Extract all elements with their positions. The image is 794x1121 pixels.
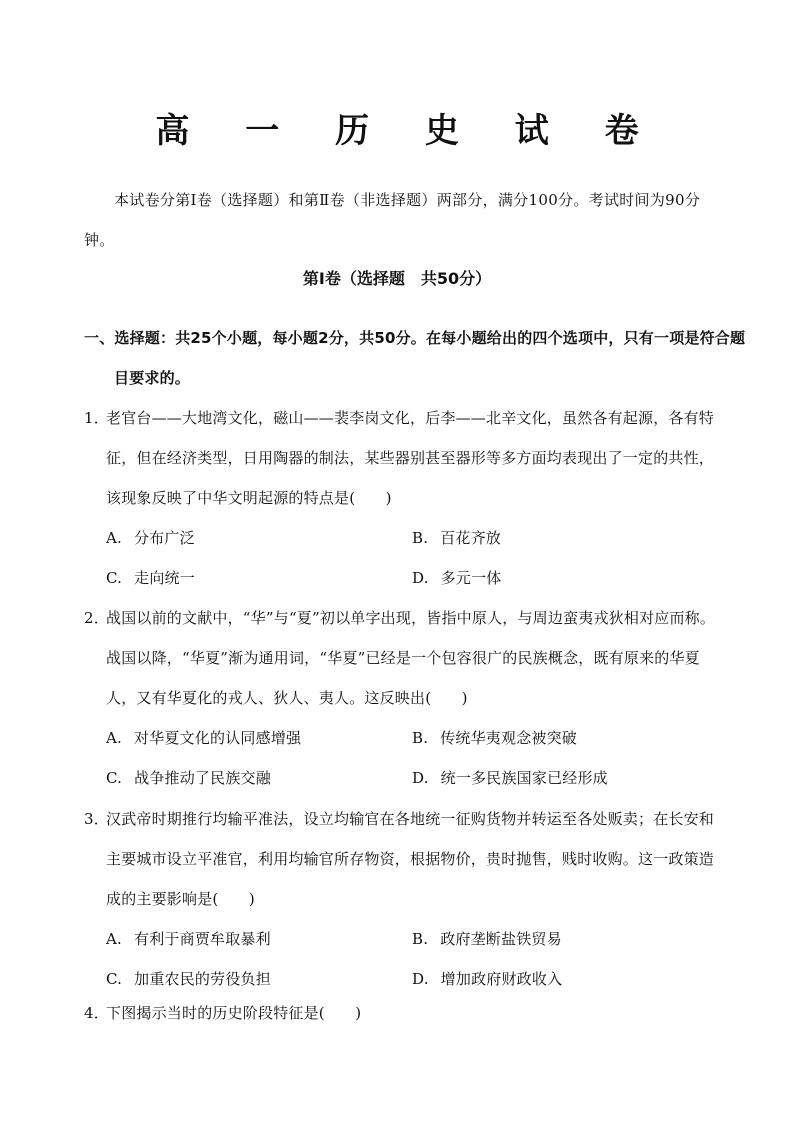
option-d[interactable] — [412, 758, 608, 798]
question-text: 汉武帝时期推行均输平准法，设立均输官在各地统一征购货物并转运至各处贩卖；在长安和主要城市设立平准官，利用均输官所存物资，根据物价，贵时抛售，贱时收购。这一政策造成的主要影响是( ) — [106, 810, 715, 908]
part-one-title: 第Ⅰ卷（选择题 共50分） — [302, 269, 492, 288]
option-row — [84, 718, 716, 758]
option-key: B. — [412, 529, 429, 547]
option-text: 有利于商贾牟取暴利 — [134, 930, 271, 948]
option-text: 政府垄断盐铁贸易 — [440, 930, 562, 948]
option-text: 增加政府财政收入 — [440, 970, 563, 988]
option-key: B. — [412, 930, 429, 948]
question-text: 老官台——大地湾文化，磁山——裴李岗文化，后李——北辛文化，虽然各有起源，各有特征，但在经济类型，日用陶器的制法，某些器别甚至器形等多方面均表现出了一定的共性，该现象反映了中华文明起源的特点是( ) — [106, 409, 715, 507]
option-key: D. — [412, 569, 429, 587]
option-text: 加重农民的劳役负担 — [134, 970, 271, 988]
question-number: 1． — [84, 409, 109, 427]
option-key: C. — [106, 769, 123, 787]
option-row — [84, 518, 716, 558]
section-heading: 一、选择题：共25个小题，每小题2分，共50分。在每小题给出的四个选项中，只有一项是符合题目要求的。 — [84, 329, 746, 387]
option-a[interactable] — [106, 718, 301, 758]
option-row — [84, 758, 716, 798]
option-key: B. — [412, 729, 429, 747]
option-b[interactable] — [412, 518, 501, 558]
option-key: C. — [106, 569, 123, 587]
question-stem — [84, 398, 716, 518]
question-stem — [84, 799, 716, 919]
option-a[interactable] — [106, 518, 195, 558]
option-row — [84, 558, 716, 598]
option-text: 多元一体 — [440, 569, 502, 587]
option-key: A. — [106, 930, 123, 948]
question-stem — [84, 993, 716, 1033]
question-4 — [84, 993, 716, 1033]
question-number: 4． — [84, 1004, 109, 1022]
option-text: 分布广泛 — [134, 529, 195, 547]
option-text: 战争推动了民族交融 — [134, 769, 271, 787]
question-3 — [84, 799, 716, 999]
option-row — [84, 919, 716, 959]
option-key: C. — [106, 970, 123, 988]
option-c[interactable] — [106, 758, 271, 798]
option-text: 传统华夷观念被突破 — [440, 729, 578, 747]
question-stem — [84, 598, 716, 718]
option-text: 走向统一 — [134, 569, 195, 587]
option-b[interactable] — [412, 919, 562, 959]
option-c[interactable] — [106, 558, 195, 598]
option-d[interactable] — [412, 558, 501, 598]
option-key: A. — [106, 529, 123, 547]
option-a[interactable] — [106, 919, 271, 959]
option-text: 百花齐放 — [440, 529, 502, 547]
question-text: 下图揭示当时的历史阶段特征是( ) — [106, 1004, 362, 1022]
question-number: 3． — [84, 810, 109, 828]
option-b[interactable] — [412, 718, 577, 758]
option-key: D. — [412, 769, 429, 787]
question-number: 2． — [84, 609, 109, 627]
exam-title: 高 一 历 史 试 卷 — [155, 111, 661, 151]
option-key: A. — [106, 729, 123, 747]
option-text: 对华夏文化的认同感增强 — [134, 729, 302, 747]
question-1 — [84, 398, 716, 598]
question-text: 战国以前的文献中，“华”与“夏”初以单字出现，皆指中原人，与周边蛮夷戎狄相对应而称。战国以降，“华夏”渐为通用词，“华夏”已经是一个包容很广的民族概念，既有原来的华夏人，又有华夏化的戎人、狄人、夷人。这反映出( ) — [106, 609, 716, 707]
option-text: 统一多民族国家已经形成 — [440, 769, 608, 787]
option-key: D. — [412, 970, 429, 988]
question-2 — [84, 598, 716, 798]
exam-intro: 本试卷分第Ⅰ卷（选择题）和第Ⅱ卷（非选择题）两部分，满分100分。考试时间为90分钟。 — [84, 191, 701, 249]
